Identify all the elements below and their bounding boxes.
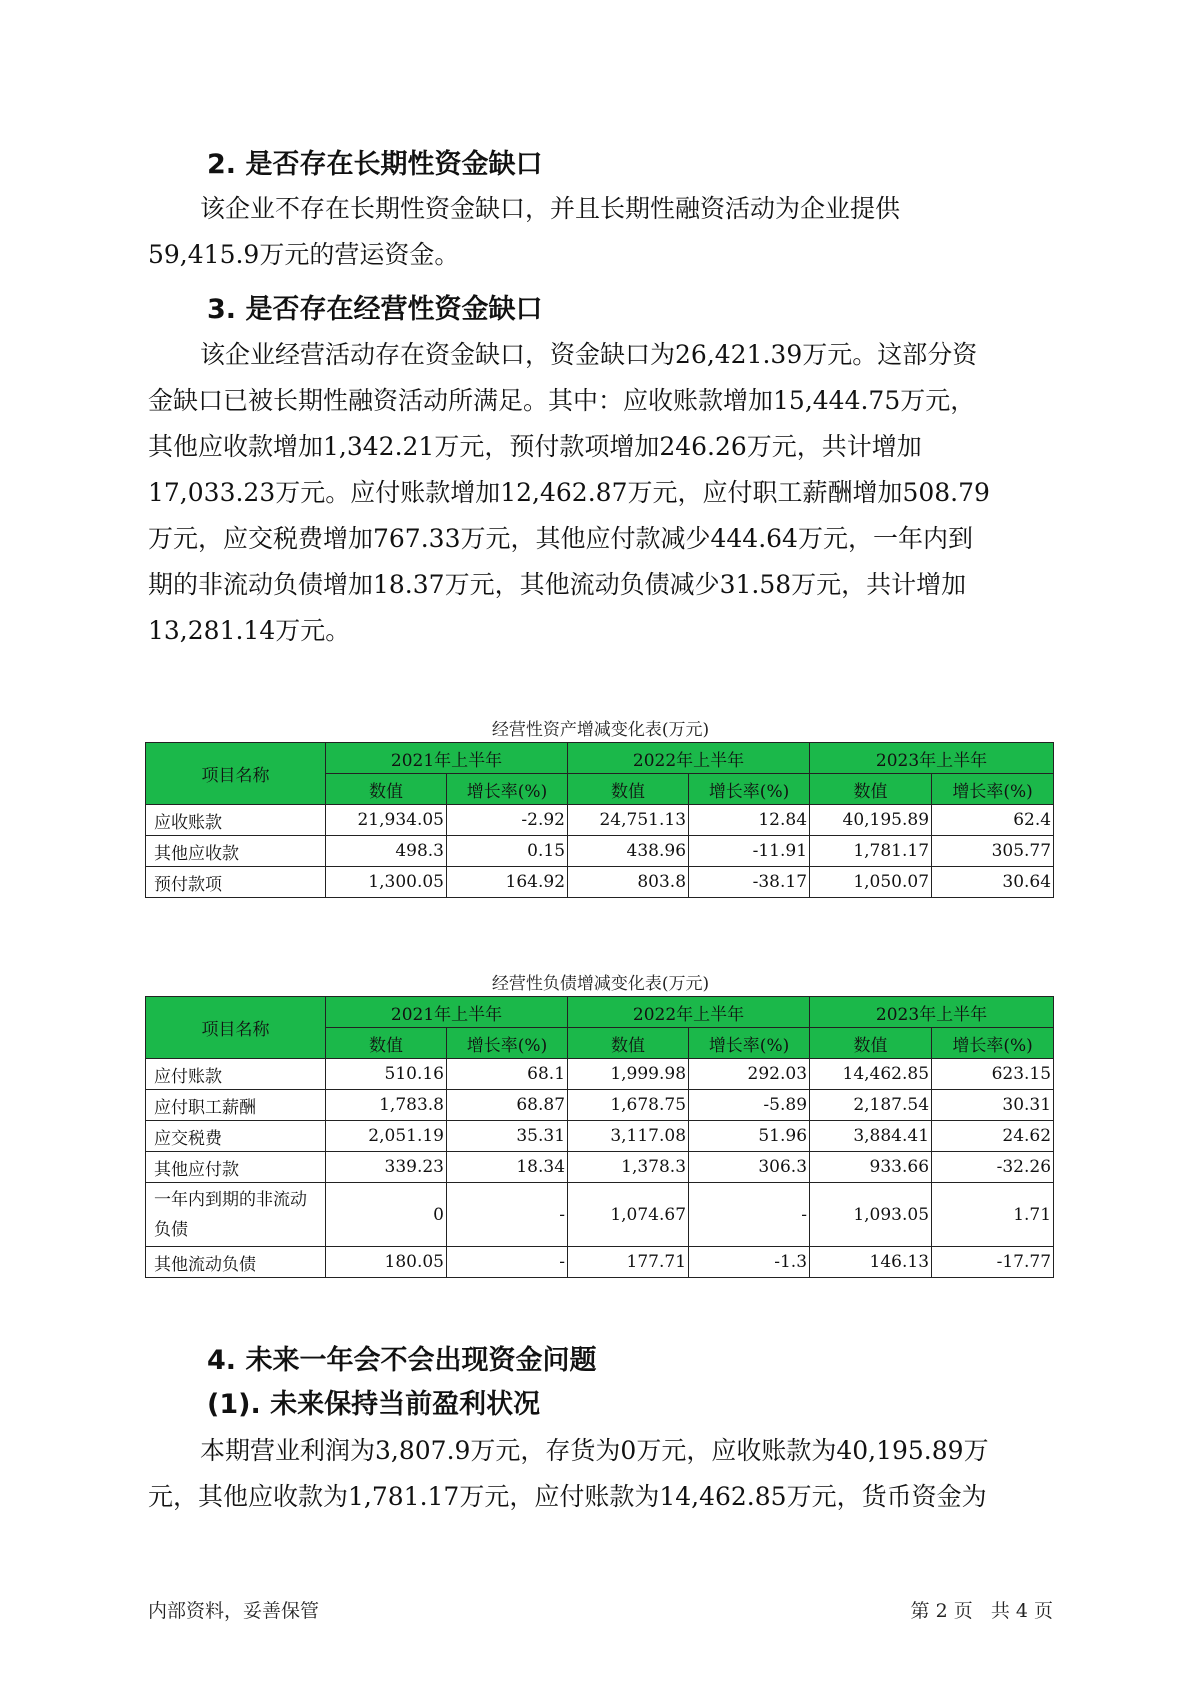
cell-value: 21,934.05 [326,805,447,836]
row-name: 预付款项 [146,867,326,898]
table-row [146,836,1054,867]
cell-rate: 305.77 [932,836,1054,867]
cell-value: 339.23 [326,1152,447,1183]
row-name: 应付账款 [146,1059,326,1090]
assets-table [145,742,1054,898]
cell-value: 1,999.98 [568,1059,689,1090]
cell-value: 177.71 [568,1247,689,1278]
cell-value: 1,781.17 [810,836,932,867]
col-header-rate: 增长率(%) [932,1028,1054,1059]
col-header-rate: 增长率(%) [932,774,1054,805]
cell-value: 3,117.08 [568,1121,689,1152]
cell-rate: 164.92 [447,867,568,898]
assets-table-caption: 经营性资产增减变化表(万元) [491,720,710,740]
cell-rate: 306.3 [689,1152,810,1183]
cell-rate: 35.31 [447,1121,568,1152]
cell-rate: 1.71 [932,1183,1054,1247]
cell-rate: -32.26 [932,1152,1054,1183]
col-header-period: 2023年上半年 [810,743,1054,774]
paragraph-line: 13,281.14万元。 [148,616,351,645]
cell-rate: 62.4 [932,805,1054,836]
cell-value: 1,678.75 [568,1090,689,1121]
cell-value: 510.16 [326,1059,447,1090]
col-header-value: 数值 [326,1028,447,1059]
cell-value: 803.8 [568,867,689,898]
cell-rate: 30.64 [932,867,1054,898]
cell-value: 1,300.05 [326,867,447,898]
cell-value: 14,462.85 [810,1059,932,1090]
col-header-period: 2021年上半年 [326,743,568,774]
cell-value: 0 [326,1183,447,1247]
cell-value: 2,051.19 [326,1121,447,1152]
cell-rate: 12.84 [689,805,810,836]
cell-value: 2,187.54 [810,1090,932,1121]
cell-rate: 51.96 [689,1121,810,1152]
col-header-rate: 增长率(%) [447,1028,568,1059]
cell-rate: -17.77 [932,1247,1054,1278]
cell-rate: 292.03 [689,1059,810,1090]
section-3-paragraph [148,332,1053,654]
footer-confidential: 内部资料，妥善保管 [148,1600,320,1622]
col-header-value: 数值 [568,774,689,805]
section-2-paragraph [148,186,1053,278]
cell-rate: -5.89 [689,1090,810,1121]
col-header-value: 数值 [810,774,932,805]
paragraph-line: 期的非流动负债增加18.37万元，其他流动负债减少31.58万元，共计增加 [148,570,967,599]
section-3-heading: 3. 是否存在经营性资金缺口 [207,294,543,325]
col-header-rate: 增长率(%) [689,1028,810,1059]
footer-page-number: 第 2 页 共 4 页 [910,1600,1053,1622]
cell-rate: 24.62 [932,1121,1054,1152]
cell-rate: - [689,1183,810,1247]
col-header-period: 2023年上半年 [810,997,1054,1028]
table-row [146,1247,1054,1278]
col-header-period: 2021年上半年 [326,997,568,1028]
cell-rate: -38.17 [689,867,810,898]
table-row [146,1183,1054,1247]
cell-value: 1,378.3 [568,1152,689,1183]
table-row [146,1090,1054,1121]
table-row [146,1059,1054,1090]
paragraph-line: 该企业不存在长期性资金缺口，并且长期性融资活动为企业提供 [200,194,901,223]
col-header-name: 项目名称 [146,743,326,805]
cell-rate: -1.3 [689,1247,810,1278]
table-row [146,1152,1054,1183]
cell-rate: 68.87 [447,1090,568,1121]
row-name: 一年内到期的非流动负债 [146,1183,326,1247]
table-row [146,867,1054,898]
col-header-name: 项目名称 [146,997,326,1059]
col-header-period: 2022年上半年 [568,743,810,774]
row-name: 应收账款 [146,805,326,836]
row-name: 应交税费 [146,1121,326,1152]
paragraph-line: 元，其他应收款为1,781.17万元，应付账款为14,462.85万元，货币资金为 [148,1482,987,1511]
cell-value: 1,783.8 [326,1090,447,1121]
cell-value: 40,195.89 [810,805,932,836]
row-name: 其他应付款 [146,1152,326,1183]
col-header-value: 数值 [568,1028,689,1059]
cell-rate: -11.91 [689,836,810,867]
cell-value: 146.13 [810,1247,932,1278]
cell-rate: 30.31 [932,1090,1054,1121]
cell-value: 1,050.07 [810,867,932,898]
cell-rate: 623.15 [932,1059,1054,1090]
cell-value: 933.66 [810,1152,932,1183]
cell-rate: - [447,1247,568,1278]
paragraph-line: 59,415.9万元的营运资金。 [148,240,460,269]
paragraph-line: 其他应收款增加1,342.21万元，预付款项增加246.26万元，共计增加 [148,432,922,461]
cell-value: 1,093.05 [810,1183,932,1247]
cell-rate: 68.1 [447,1059,568,1090]
table-row [146,805,1054,836]
paragraph-line: 该企业经营活动存在资金缺口，资金缺口为26,421.39万元。这部分资 [200,340,978,369]
cell-rate: 18.34 [447,1152,568,1183]
paragraph-line: 17,033.23万元。应付账款增加12,462.87万元，应付职工薪酬增加508.79 [148,478,990,507]
section-4-heading: 4. 未来一年会不会出现资金问题 [207,1345,597,1376]
section-4-paragraph [148,1428,1053,1520]
row-name: 其他流动负债 [146,1247,326,1278]
cell-value: 24,751.13 [568,805,689,836]
table-row [146,1121,1054,1152]
col-header-value: 数值 [810,1028,932,1059]
cell-value: 180.05 [326,1247,447,1278]
col-header-rate: 增长率(%) [689,774,810,805]
cell-value: 438.96 [568,836,689,867]
liabilities-table-caption: 经营性负债增减变化表(万元) [491,974,710,994]
cell-value: 3,884.41 [810,1121,932,1152]
paragraph-line: 本期营业利润为3,807.9万元，存货为0万元，应收账款为40,195.89万 [200,1436,989,1465]
col-header-period: 2022年上半年 [568,997,810,1028]
cell-rate: 0.15 [447,836,568,867]
section-2-heading: 2. 是否存在长期性资金缺口 [207,149,543,180]
paragraph-line: 金缺口已被长期性融资活动所满足。其中：应收账款增加15,444.75万元， [148,386,976,415]
cell-value: 1,074.67 [568,1183,689,1247]
cell-value: 498.3 [326,836,447,867]
section-4-subheading: (1). 未来保持当前盈利状况 [207,1389,541,1420]
row-name: 其他应收款 [146,836,326,867]
cell-rate: - [447,1183,568,1247]
col-header-rate: 增长率(%) [447,774,568,805]
liabilities-table [145,996,1054,1278]
col-header-value: 数值 [326,774,447,805]
paragraph-line: 万元，应交税费增加767.33万元，其他应付款减少444.64万元，一年内到 [148,524,973,553]
row-name: 应付职工薪酬 [146,1090,326,1121]
cell-rate: -2.92 [447,805,568,836]
